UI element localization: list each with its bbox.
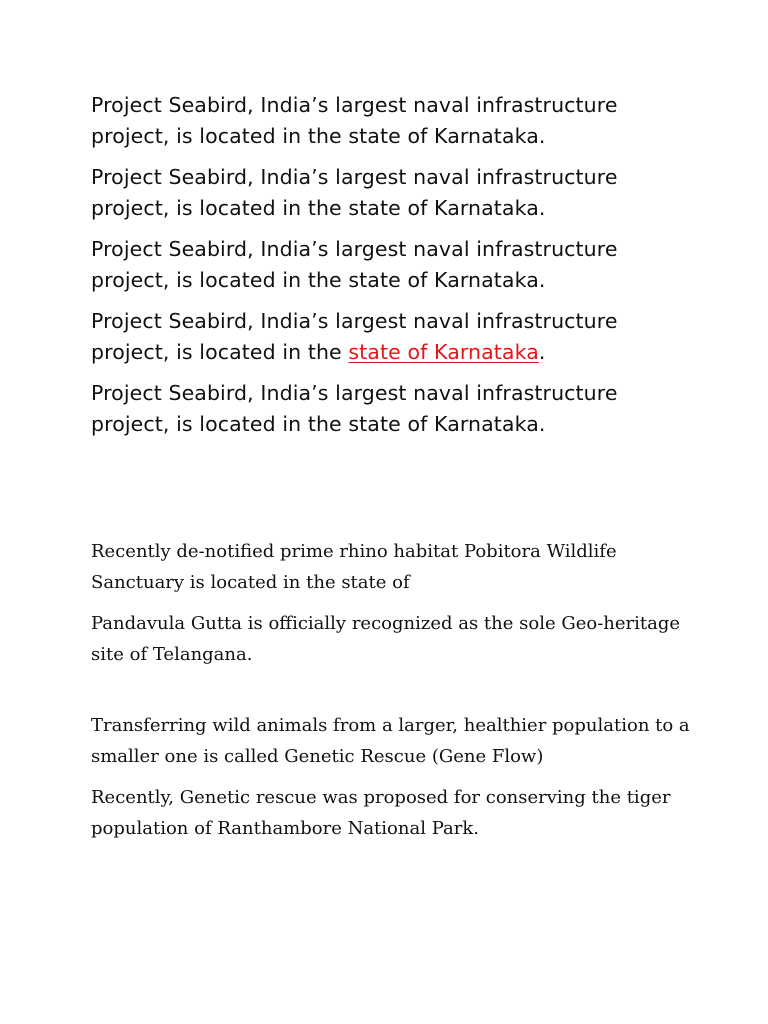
seabird-line-2-prefix: project, is located in the [91, 268, 349, 292]
period: . [538, 268, 546, 292]
pobitora-paragraph: Recently de-notified prime rhino habitat Pobitora Wildlife Sanctuary is located in the state of [91, 541, 617, 593]
genetic-rescue-tiger-paragraph: Recently, Genetic rescue was proposed for conserving the tiger population of Ranthambore National Park. [91, 787, 671, 839]
seabird-paragraph-5 [91, 378, 711, 440]
seabird-line-1: Project Seabird, India’s largest naval infrastructure [91, 237, 618, 261]
period: . [538, 196, 546, 220]
period: . [538, 412, 546, 436]
document-page [91, 90, 711, 854]
seabird-line-1: Project Seabird, India’s largest naval infrastructure [91, 309, 618, 333]
seabird-paragraph-2 [91, 162, 711, 224]
period: . [538, 124, 546, 148]
seabird-line-2-prefix: project, is located in the [91, 124, 349, 148]
seabird-paragraph-1 [91, 90, 711, 152]
seabird-paragraph-3 [91, 234, 711, 296]
period: . [538, 340, 546, 364]
seabird-line-1: Project Seabird, India’s largest naval infrastructure [91, 381, 618, 405]
pandavula-paragraph: Pandavula Gutta is officially recognized as the sole Geo-heritage site of Telangana. [91, 613, 681, 665]
seabird-state-text: state of Karnataka [348, 196, 539, 220]
spacer [91, 450, 711, 536]
genetic-rescue-definition-paragraph: Transferring wild animals from a larger, healthier population to a smaller one is called Genetic Rescue (Gene Flow) [91, 715, 690, 767]
seabird-paragraph-4 [91, 306, 711, 368]
seabird-line-2-prefix: project, is located in the [91, 340, 349, 364]
seabird-line-1: Project Seabird, India’s largest naval infrastructure [91, 93, 618, 117]
seabird-line-1: Project Seabird, India’s largest naval infrastructure [91, 165, 618, 189]
seabird-state-text: state of Karnataka [348, 268, 539, 292]
state-of-karnataka-link[interactable]: state of Karnataka [348, 340, 539, 364]
seabird-state-text: state of Karnataka [348, 124, 539, 148]
seabird-line-2-prefix: project, is located in the [91, 196, 349, 220]
seabird-line-2-prefix: project, is located in the [91, 412, 349, 436]
spacer [91, 680, 711, 710]
seabird-state-text: state of Karnataka [348, 412, 539, 436]
